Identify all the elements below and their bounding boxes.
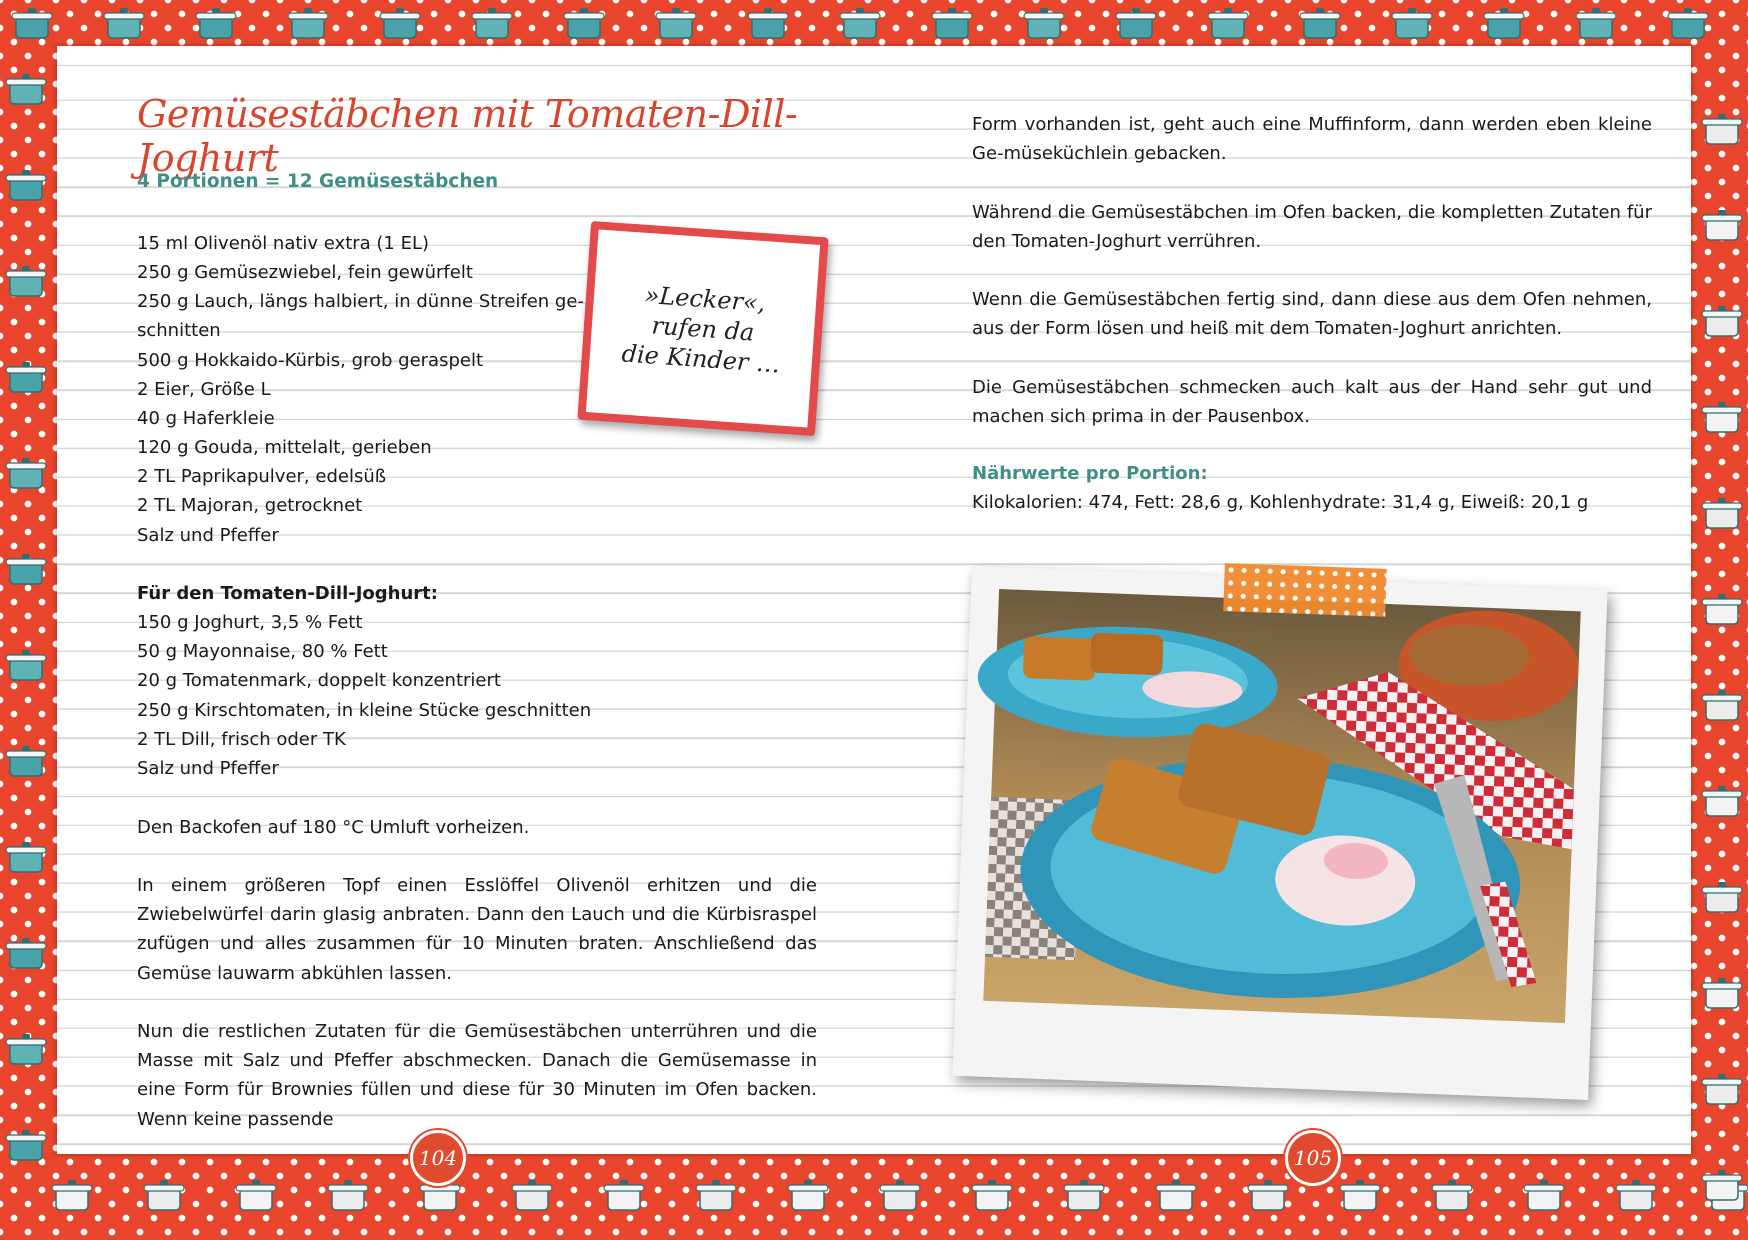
sauce-ingredient-item: 20 g Tomatenmark, doppelt konzentriert [137, 670, 501, 691]
cooking-pot-icon [1522, 1176, 1566, 1218]
ingredient-item: 250 g Gemüsezwiebel, fein gewürfelt [137, 262, 473, 283]
instruction-step: Während die Gemüsestäbchen im Ofen backen, die kompletten Zutaten für den Tomaten-Joghurt verrühren. [972, 202, 1652, 253]
food-photo-frame [952, 566, 1607, 1100]
cooking-pot-icon [4, 1126, 48, 1168]
cooking-pot-icon [1700, 494, 1744, 536]
cooking-pot-icon [4, 838, 48, 880]
cooking-pot-icon [50, 1176, 94, 1218]
cooking-pot-icon [1246, 1176, 1290, 1218]
ingredient-item: schnitten [137, 320, 221, 341]
cooking-pot-icon [1298, 4, 1342, 46]
cooking-pot-icon [1062, 1176, 1106, 1218]
sauce-ingredient-item: 150 g Joghurt, 3,5 % Fett [137, 612, 363, 633]
cooking-pot-icon [326, 1176, 370, 1218]
quote-note [577, 221, 828, 436]
cooking-pot-icon [1700, 878, 1744, 920]
instruction-step: Nun die restlichen Zutaten für die Gemüsestäbchen unterrühren und die Masse mit Salz und Pfeffer abschmecken. Danach die Gemüsemasse in eine Form für Brownies füllen und diese für 30 Minuten im Ofen backen. Wenn keine passende [137, 1021, 817, 1130]
cooking-pot-icon [1114, 4, 1158, 46]
cooking-pot-icon [1700, 110, 1744, 152]
cooking-pot-icon [4, 646, 48, 688]
cooking-pot-icon [4, 166, 48, 208]
cooking-pot-icon [654, 4, 698, 46]
cooking-pot-icon [1700, 1070, 1744, 1112]
cooking-pot-icon [470, 4, 514, 46]
quote-line: die Kinder … [620, 338, 781, 378]
cooking-pot-icon [4, 934, 48, 976]
cooking-pot-icon [102, 4, 146, 46]
cooking-pot-icon [1430, 1176, 1474, 1218]
cooking-pot-icon [286, 4, 330, 46]
cooking-pot-icon [4, 1030, 48, 1072]
recipe-title: Gemüsestäbchen mit Tomaten-Dill-Joghurt [137, 92, 798, 180]
cooking-pot-icon [1154, 1176, 1198, 1218]
cooking-pot-icon [930, 4, 974, 46]
ingredient-item: 120 g Gouda, mittelalt, gerieben [137, 437, 432, 458]
cooking-pot-icon [142, 1176, 186, 1218]
cooking-pot-icon [1700, 398, 1744, 440]
cooking-pot-icon [1614, 1176, 1658, 1218]
instruction-step: Die Gemüsestäbchen schmecken auch kalt aus der Hand sehr gut und machen sich prima in der Pausenbox. [972, 377, 1652, 428]
sauce-heading: Für den Tomaten-Dill-Joghurt: [137, 583, 438, 604]
cooking-pot-icon [1700, 974, 1744, 1016]
cooking-pot-icon [694, 1176, 738, 1218]
washi-tape [1223, 563, 1387, 617]
page-number-left: 104 [410, 1130, 466, 1186]
ingredient-item: 40 g Haferkleie [137, 408, 275, 429]
instruction-step: Form vorhanden ist, geht auch eine Muffinform, dann werden eben kleine Ge-müseküchlein gebacken. [972, 114, 1652, 165]
quote-line: »Lecker«, [643, 280, 767, 317]
page-number-right: 105 [1285, 1130, 1341, 1186]
cooking-pot-icon [4, 742, 48, 784]
cooking-pot-icon [786, 1176, 830, 1218]
cooking-pot-icon [1700, 782, 1744, 824]
sauce-ingredient-item: Salz und Pfeffer [137, 758, 279, 779]
cooking-pot-icon [4, 262, 48, 304]
cooking-pot-icon [562, 4, 606, 46]
cooking-pot-icon [1700, 206, 1744, 248]
instruction-step: In einem größeren Topf einen Esslöffel Olivenöl erhitzen und die Zwiebelwürfel darin glasig anbraten. Dann den Lauch und die Kürbisraspel zufügen und alles zusammen für 10 Minuten braten. Anschließend das Gemüse lauwarm abkühlen lassen. [137, 875, 817, 984]
ingredient-item: 2 TL Paprikapulver, edelsüß [137, 466, 387, 487]
cooking-pot-icon [234, 1176, 278, 1218]
cooking-pot-icon [194, 4, 238, 46]
food-photo [952, 566, 1607, 1100]
cooking-pot-icon [4, 70, 48, 112]
cooking-pot-icon [838, 4, 882, 46]
sauce-ingredient-item: 2 TL Dill, frisch oder TK [137, 729, 346, 750]
cooking-pot-icon [1700, 590, 1744, 632]
ingredient-item: 500 g Hokkaido-Kürbis, grob geraspelt [137, 350, 484, 371]
cooking-pot-icon [378, 4, 422, 46]
nutrition-heading: Nährwerte pro Portion: [972, 463, 1208, 484]
cooking-pot-icon [1700, 686, 1744, 728]
cooking-pot-icon [1390, 4, 1434, 46]
nutrition-values: Kilokalorien: 474, Fett: 28,6 g, Kohlenhydrate: 31,4 g, Eiweiß: 20,1 g [972, 492, 1589, 513]
quote-line: rufen da [650, 310, 756, 347]
cooking-pot-icon [1700, 302, 1744, 344]
cooking-pot-icon [602, 1176, 646, 1218]
portions-info: 4 Portionen = 12 Gemüsestäbchen [137, 171, 499, 192]
ingredient-item: 250 g Lauch, längs halbiert, in dünne Streifen ge- [137, 291, 584, 312]
cooking-pot-icon [746, 4, 790, 46]
cooking-pot-icon [1700, 1166, 1744, 1208]
cooking-pot-icon [878, 1176, 922, 1218]
cooking-pot-icon [10, 4, 54, 46]
ingredient-item: 2 Eier, Größe L [137, 379, 271, 400]
cooking-pot-icon [970, 1176, 1014, 1218]
sauce-ingredient-item: 250 g Kirschtomaten, in kleine Stücke geschnitten [137, 700, 592, 721]
ingredient-item: 2 TL Majoran, getrocknet [137, 495, 363, 516]
instruction-step: Wenn die Gemüsestäbchen fertig sind, dann diese aus dem Ofen nehmen, aus der Form lösen und heiß mit dem Tomaten-Joghurt anrichten. [972, 289, 1652, 340]
cooking-pot-icon [1482, 4, 1526, 46]
cooking-pot-icon [4, 454, 48, 496]
cooking-pot-icon [1338, 1176, 1382, 1218]
cooking-pot-icon [4, 550, 48, 592]
cooking-pot-icon [1206, 4, 1250, 46]
instruction-step: Den Backofen auf 180 °C Umluft vorheizen. [137, 817, 530, 838]
cooking-pot-icon [1666, 4, 1710, 46]
cooking-pot-icon [4, 358, 48, 400]
cooking-pot-icon [1022, 4, 1066, 46]
cooking-pot-icon [1574, 4, 1618, 46]
ingredient-item: 15 ml Olivenöl nativ extra (1 EL) [137, 233, 430, 254]
ingredient-item: Salz und Pfeffer [137, 525, 279, 546]
cooking-pot-icon [510, 1176, 554, 1218]
sauce-ingredient-item: 50 g Mayonnaise, 80 % Fett [137, 641, 388, 662]
